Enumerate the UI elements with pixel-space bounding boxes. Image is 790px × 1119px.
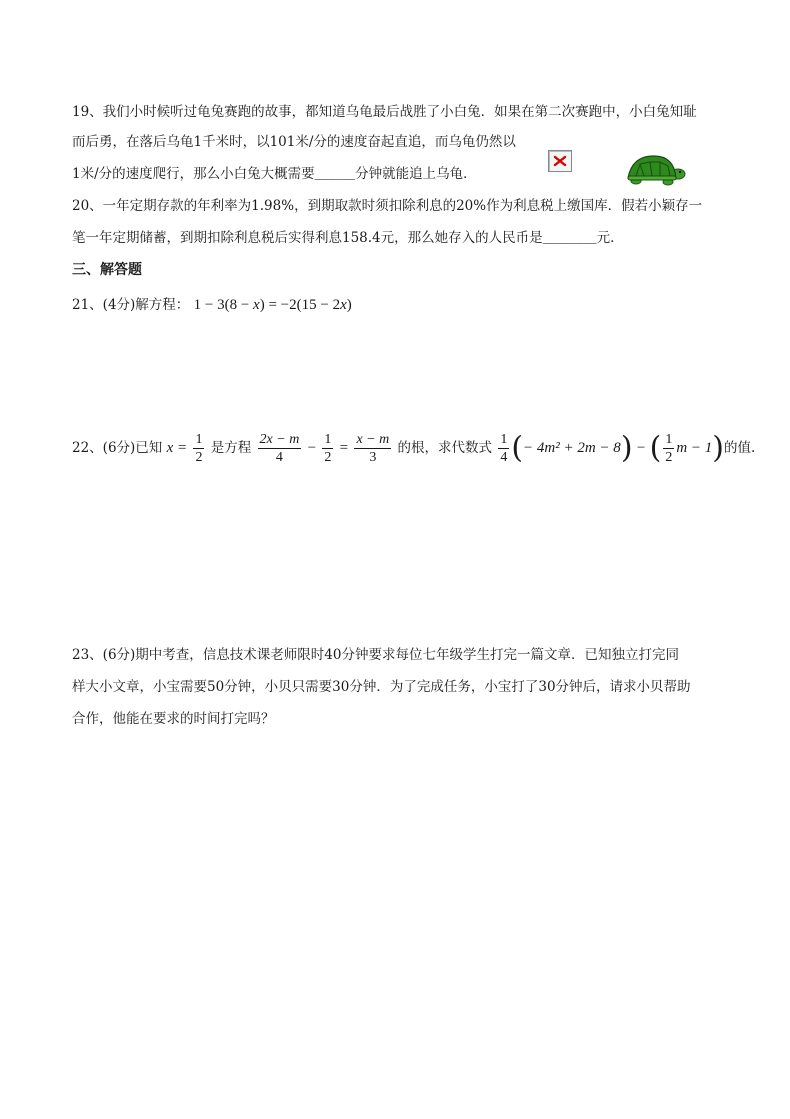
q23-line-2: 样大小文章，小宝需要50分钟，小贝只需要30分钟．为了完成任务，小宝打了30分钟后，请求小贝帮助 xyxy=(72,679,691,695)
fraction-half: $\frac{1}{2}$ xyxy=(195,432,203,465)
q23-line-3: 合作，他能在要求的时间打完吗？ xyxy=(72,711,275,727)
fraction-quarter: $\frac{1}{4}$ xyxy=(500,432,508,465)
turtle-image xyxy=(624,154,686,192)
fraction-half-2: $\frac{1}{2}$ xyxy=(324,432,332,465)
q23-line-1: 23、(6分)期中考查，信息技术课老师限时40分钟要求每位七年级学生打完一篇文章．已知独立打完同 xyxy=(72,647,679,663)
q21-label: 21、(4分)解方程： xyxy=(72,297,190,313)
q22-line: 22、(6分)已知 x = $\frac{1}{2}$ 是方程 $\frac{2x - m}{4}$ − $\frac{1}{2}$ = $\frac{x - m}{3}$ 的根，求代数式 $\frac{1}{4}$ (− 4m² + 2m − 8) − ( $\frac{1}{2}$ m − 1)的值. xyxy=(72,430,756,466)
q21-equation xyxy=(72,295,352,315)
q19-line-3: 1米/分的速度爬行，那么小白兔大概需要＿＿＿分钟就能追上乌龟． xyxy=(72,166,477,182)
broken-image-icon xyxy=(548,150,572,172)
section-heading: 三、解答题 xyxy=(72,262,142,278)
q20-line-2: 笔一年定期储蓄，到期扣除利息税后实得利息158.4元，那么她存入的人民币是＿＿＿＿元． xyxy=(72,230,624,246)
fraction-half-3: $\frac{1}{2}$ xyxy=(665,432,673,465)
fraction-2x-minus-m: $\frac{2x - m}{4}$ xyxy=(259,432,300,465)
q21-math: 1 − 3(8 − x) = −2(15 − 2x) xyxy=(193,297,352,313)
q22-label: 22、(6分)已知 xyxy=(72,440,163,456)
fraction-x-minus-m: $\frac{x - m}{3}$ xyxy=(356,432,390,465)
q19-line-2: 而后勇，在落后乌龟1千米时，以101米/分的速度奋起直追，而乌龟仍然以 xyxy=(72,134,516,150)
q19-line-1: 19、我们小时候听过龟兔赛跑的故事，都知道乌龟最后战胜了小白兔．如果在第二次赛跑中，小白兔知耻 xyxy=(72,104,697,120)
q20-line-1: 20、一年定期存款的年利率为1.98%，到期取款时须扣除利息的20%作为利息税上缴国库．假若小颖存一 xyxy=(72,198,703,214)
